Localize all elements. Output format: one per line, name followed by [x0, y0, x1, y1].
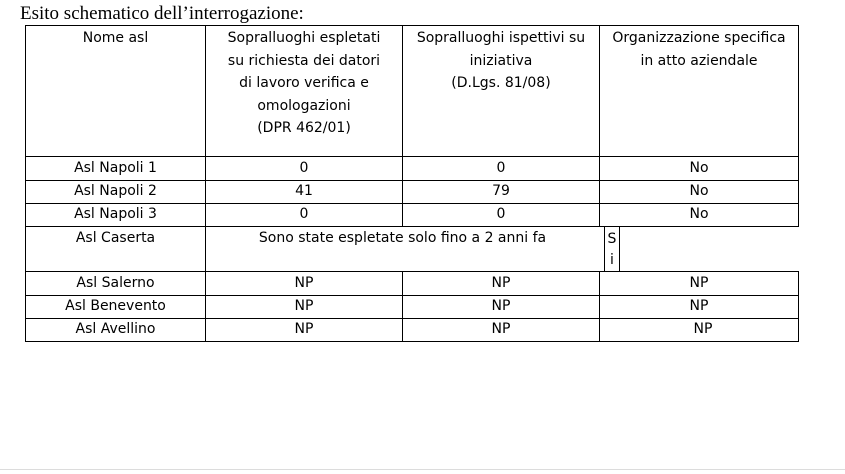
table-cell: 0 — [496, 206, 506, 222]
table-cell: NP — [294, 275, 314, 291]
header-sopralluoghi-espletati — [206, 27, 402, 140]
col-divider — [619, 226, 620, 272]
table-row-name: Asl Caserta — [75, 230, 156, 246]
table-row-name: Asl Napoli 2 — [74, 183, 157, 199]
table-row-name: Asl Napoli 3 — [74, 206, 157, 222]
table-cell: 0 — [496, 160, 506, 176]
header-line: iniziativa — [469, 52, 533, 69]
header-line: su richiesta dei datori — [227, 52, 381, 69]
table-cell: 41 — [295, 183, 313, 199]
table-cell: No — [689, 206, 709, 222]
table-row-name: Asl Benevento — [65, 298, 166, 314]
header-nome-asl: Nome asl — [82, 30, 149, 46]
table-cell: NP — [491, 321, 511, 337]
table-cell: NP — [689, 275, 709, 291]
header-line: Organizzazione specifica — [612, 30, 786, 46]
table-row-name: Asl Napoli 1 — [74, 160, 157, 176]
table-cell: 0 — [299, 160, 309, 176]
table-row-name: Asl Salerno — [76, 275, 155, 291]
table-cell: NP — [689, 298, 709, 314]
header-line: omologazioni — [257, 97, 351, 114]
page-title: Esito schematico dell’interrogazione: — [20, 3, 304, 24]
table-cell: NP — [294, 298, 314, 314]
header-line: (D.Lgs. 81/08) — [451, 75, 551, 91]
page-edge — [0, 469, 845, 470]
table-cell: NP — [491, 298, 511, 314]
caserta-letter: i — [610, 252, 614, 268]
col-divider — [604, 226, 605, 272]
caserta-letter: S — [607, 231, 617, 247]
table-border-bottom — [25, 341, 799, 342]
table-cell: NP — [491, 275, 511, 291]
table-cell: NP — [693, 321, 713, 337]
header-line: di lavoro verifica e — [239, 75, 369, 91]
table-cell: No — [689, 160, 709, 176]
header-line: in atto aziendale — [640, 52, 758, 69]
table-cell: 0 — [299, 206, 309, 222]
header-line: Sopralluoghi espletati — [227, 30, 381, 46]
table-border-right — [798, 25, 799, 227]
header-sopralluoghi-ispettivi — [403, 27, 599, 95]
header-line: Sopralluoghi ispettivi su — [416, 30, 586, 46]
table-cell: NP — [294, 321, 314, 337]
table-cell: No — [689, 183, 709, 199]
table-row-name: Asl Avellino — [75, 321, 156, 337]
table-border-top — [25, 25, 799, 26]
header-line: (DPR 462/01) — [257, 120, 351, 136]
caserta-note: Sono state espletate solo fino a 2 anni fa — [258, 230, 547, 246]
header-organizzazione — [600, 27, 798, 72]
table-cell: 79 — [492, 183, 510, 199]
